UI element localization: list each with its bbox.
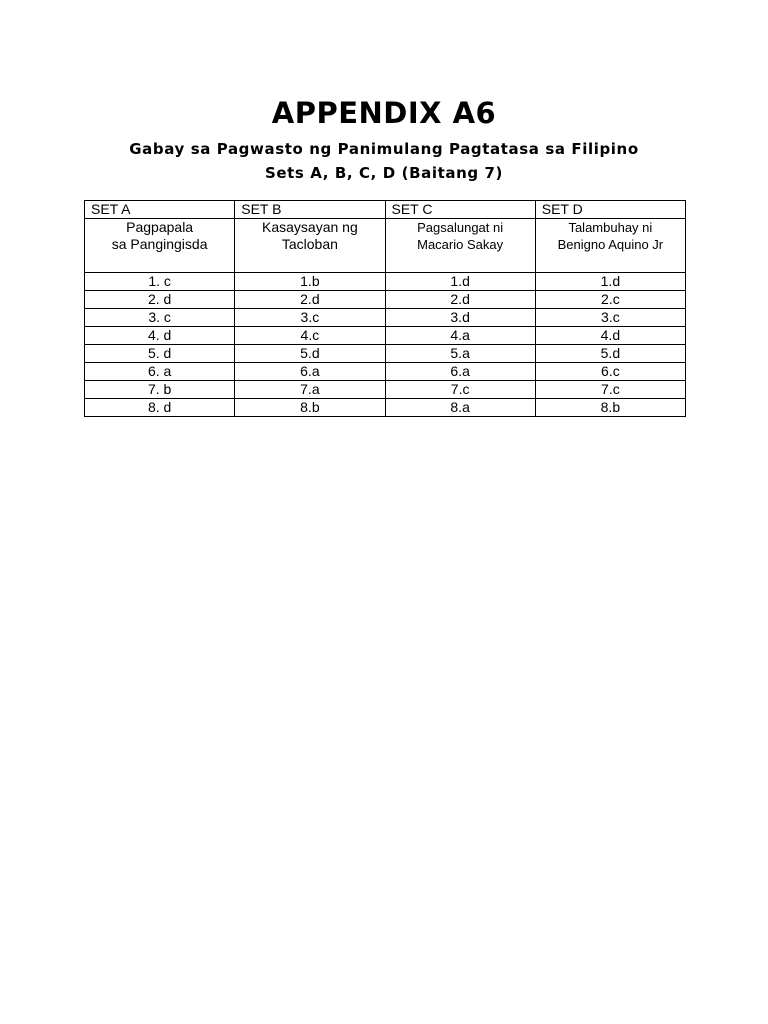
set-d-story-title [535, 219, 685, 273]
set-b-answer: 2.d [235, 291, 385, 309]
set-a-answer: 7. b [85, 381, 235, 399]
set-c-answer: 2.d [385, 291, 535, 309]
story-line: Kasaysayan ng [262, 219, 358, 235]
answer-row [85, 309, 686, 327]
answer-row [85, 363, 686, 381]
set-b-label: SET B [235, 201, 385, 219]
set-d-answer: 7.c [535, 381, 685, 399]
set-a-answer: 8. d [85, 399, 235, 417]
answer-row [85, 399, 686, 417]
set-c-answer: 5.a [385, 345, 535, 363]
story-line: Macario Sakay [417, 237, 504, 252]
answer-row [85, 273, 686, 291]
set-b-story-title [235, 219, 385, 273]
story-line: Pagsalungat ni [417, 220, 504, 235]
set-c-label: SET C [385, 201, 535, 219]
set-c-story-title [385, 219, 535, 273]
set-c-answer: 7.c [385, 381, 535, 399]
set-b-answer: 5.d [235, 345, 385, 363]
story-title-row [85, 219, 686, 273]
set-d-answer: 1.d [535, 273, 685, 291]
set-d-answer: 6.c [535, 363, 685, 381]
set-b-answer: 1.b [235, 273, 385, 291]
set-b-answer: 6.a [235, 363, 385, 381]
set-c-answer: 8.a [385, 399, 535, 417]
story-line: Pagpapala [126, 219, 194, 235]
set-a-answer: 6. a [85, 363, 235, 381]
set-a-story-title [85, 219, 235, 273]
set-c-answer: 6.a [385, 363, 535, 381]
story-line: Tacloban [281, 236, 338, 252]
set-c-answer: 4.a [385, 327, 535, 345]
set-b-answer: 7.a [235, 381, 385, 399]
set-b-answer: 8.b [235, 399, 385, 417]
set-d-answer: 4.d [535, 327, 685, 345]
set-a-answer: 5. d [85, 345, 235, 363]
story-line: sa Pangingisda [111, 236, 208, 252]
set-d-answer: 2.c [535, 291, 685, 309]
set-b-answer: 4.c [235, 327, 385, 345]
set-a-answer: 3. c [85, 309, 235, 327]
set-d-label: SET D [535, 201, 685, 219]
story-line: Benigno Aquino Jr [557, 237, 664, 252]
set-d-answer: 5.d [535, 345, 685, 363]
set-d-answer: 3.c [535, 309, 685, 327]
set-label-row [85, 201, 686, 219]
set-c-answer: 3.d [385, 309, 535, 327]
answer-key-table [84, 200, 686, 417]
answer-row [85, 327, 686, 345]
page-subtitle: Gabay sa Pagwasto ng Panimulang Pagtatasa sa Filipino [129, 140, 639, 158]
story-line: Talambuhay ni [568, 220, 653, 235]
set-a-label: SET A [85, 201, 235, 219]
set-c-answer: 1.d [385, 273, 535, 291]
answer-row [85, 345, 686, 363]
set-d-answer: 8.b [535, 399, 685, 417]
set-b-answer: 3.c [235, 309, 385, 327]
set-a-answer: 1. c [85, 273, 235, 291]
set-a-answer: 4. d [85, 327, 235, 345]
page-title: APPENDIX A6 [271, 96, 497, 130]
answer-row [85, 381, 686, 399]
page-subtitle-sets: Sets A, B, C, D (Baitang 7) [264, 164, 504, 182]
set-a-answer: 2. d [85, 291, 235, 309]
answer-row [85, 291, 686, 309]
